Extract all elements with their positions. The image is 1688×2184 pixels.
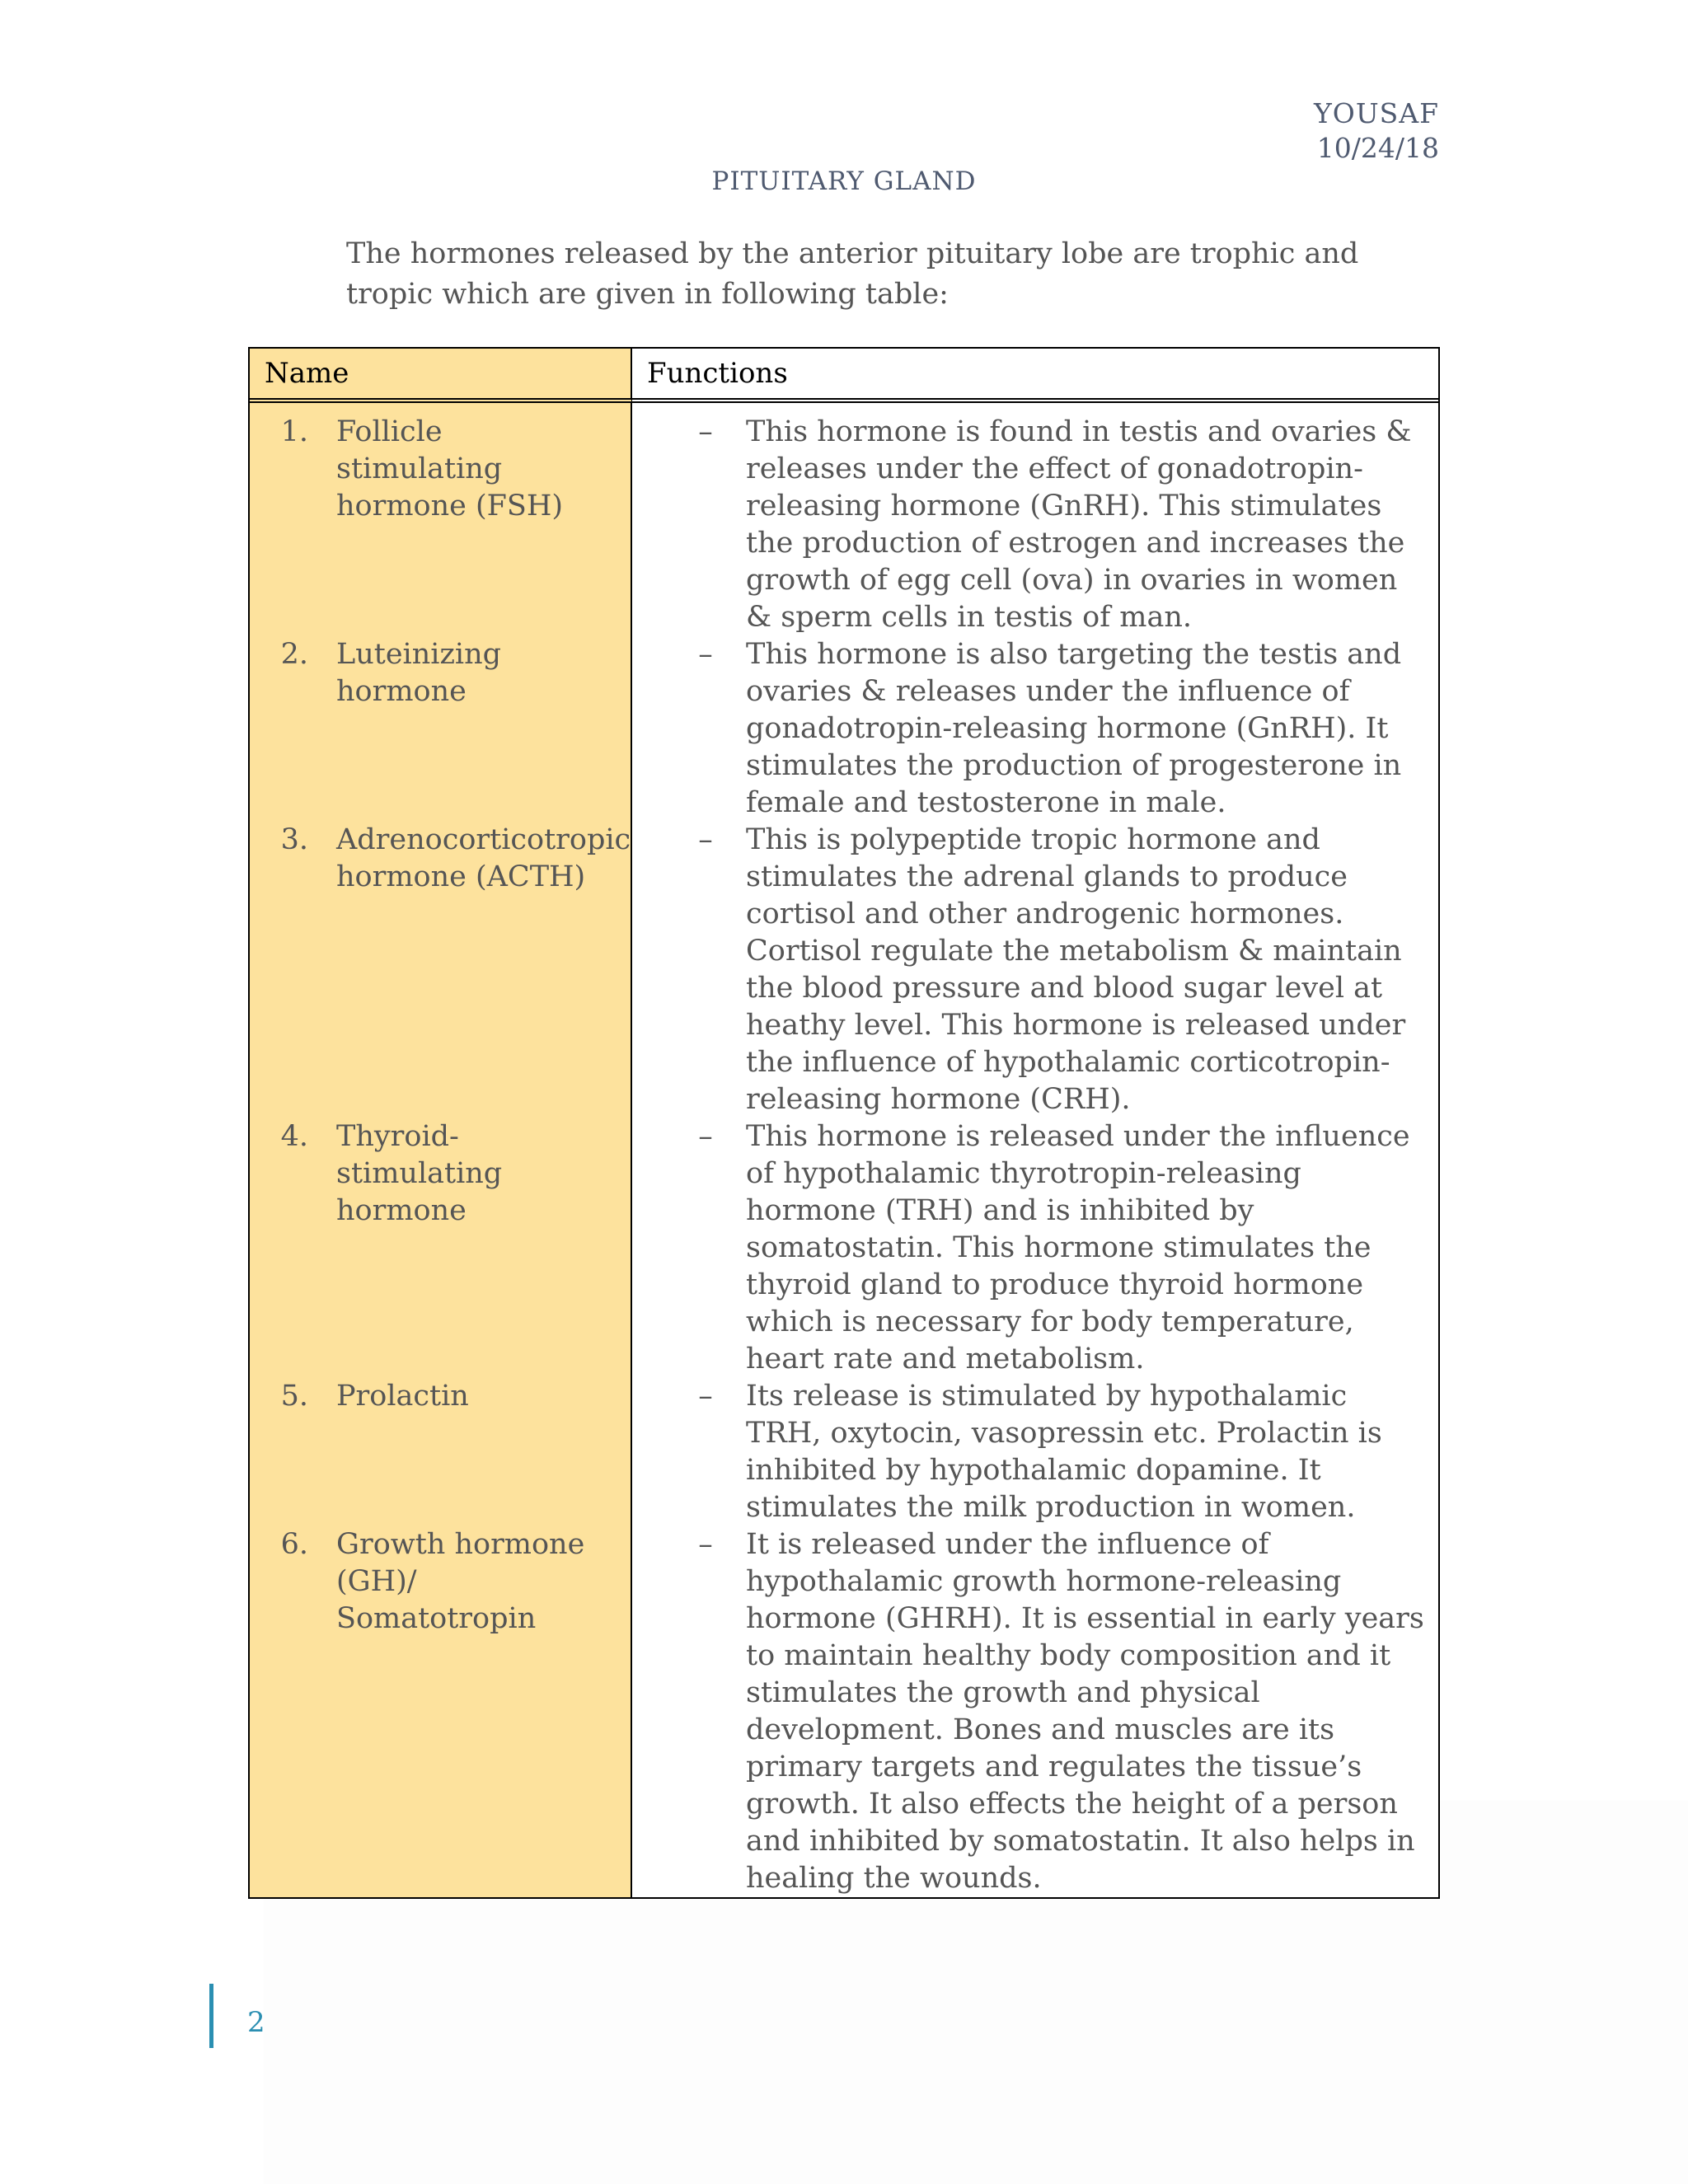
hormone-name-cell bbox=[250, 636, 632, 822]
list-number: 3. bbox=[280, 823, 308, 856]
footer-accent-bar bbox=[209, 1984, 213, 2048]
hormone-function-cell bbox=[632, 636, 1438, 822]
hormone-function-cell bbox=[632, 414, 1438, 636]
table-row bbox=[250, 822, 1438, 1118]
hormone-function: This hormone is also targeting the testis and ovaries & releases under the influence of gonadotropin-releasing hormone (GnRH). It stimulates the production of progesterone in female and testosterone in male. bbox=[746, 638, 1402, 819]
name-column-header: Name bbox=[250, 349, 632, 403]
list-number: 4. bbox=[280, 1120, 308, 1153]
hormone-function: This is polypeptide tropic hormone and stimulates the adrenal glands to produce cortisol and other androgenic hormones. Cortisol regulate the metabolism & maintain the blood pressure and blood sugar level at heathy level. This hormone is released under the influence of hypothalamic corticotropin-releasing hormone (CRH). bbox=[746, 823, 1406, 1116]
hormone-function-cell bbox=[632, 1378, 1438, 1526]
hormone-function-cell bbox=[632, 1526, 1438, 1897]
hormone-function-cell bbox=[632, 1118, 1438, 1378]
header-date: 10/24/18 bbox=[1316, 132, 1439, 164]
page-title: PITUITARY GLAND bbox=[711, 166, 977, 196]
page-number: 2 bbox=[247, 2006, 265, 2039]
list-number: 5. bbox=[280, 1380, 308, 1413]
hormone-name-cell bbox=[250, 1526, 632, 1897]
hormone-name: Follicle stimulating hormone (FSH) bbox=[336, 415, 564, 523]
table-header-row bbox=[250, 349, 1438, 403]
hormone-function-cell bbox=[632, 822, 1438, 1118]
hormones-table bbox=[248, 347, 1440, 1899]
dash-bullet: – bbox=[698, 823, 713, 856]
dash-bullet: – bbox=[698, 415, 713, 448]
list-number: 2. bbox=[280, 638, 308, 671]
table-row bbox=[250, 1118, 1438, 1378]
hormone-name-cell bbox=[250, 414, 632, 636]
hormone-name: Growth hormone (GH)/ Somatotropin bbox=[336, 1528, 585, 1635]
hormone-name-cell bbox=[250, 822, 632, 1118]
hormone-name: Luteinizing hormone bbox=[336, 638, 502, 708]
header-author: YOUSAF bbox=[1314, 97, 1439, 129]
hormone-function: This hormone is released under the influence of hypothalamic thyrotropin-releasing hormone (TRH) and is inhibited by somatostatin. This hormone stimulates the thyroid gland to produce thyroid hormone which is necessary for body temperature, heart rate and metabolism. bbox=[746, 1120, 1410, 1376]
hormone-name-cell bbox=[250, 1378, 632, 1526]
functions-column-header: Functions bbox=[632, 349, 1438, 403]
hormone-name: Adrenocorticotropic hormone (ACTH) bbox=[336, 823, 631, 893]
table-row bbox=[250, 1378, 1438, 1526]
dash-bullet: – bbox=[698, 638, 713, 671]
dash-bullet: – bbox=[698, 1380, 713, 1413]
hormone-function: Its release is stimulated by hypothalamic TRH, oxytocin, vasopressin etc. Prolactin is inhibited by hypothalamic dopamine. It stimulates the milk production in women. bbox=[746, 1380, 1382, 1524]
dash-bullet: – bbox=[698, 1528, 713, 1561]
hormone-name-cell bbox=[250, 1118, 632, 1378]
table-row bbox=[250, 414, 1438, 636]
table-spacer bbox=[250, 403, 1438, 414]
hormone-function: It is released under the influence of hypothalamic growth hormone-releasing hormone (GHRH). It is essential in early years to maintain healthy body composition and it stimulates the growth and physical development. Bones and muscles are its primary targets and regulates the tissue’s growth. It also effects the height of a person and inhibited by somatostatin. It also helps in healing the wounds. bbox=[746, 1528, 1424, 1895]
hormone-name: Prolactin bbox=[336, 1380, 469, 1413]
hormone-name: Thyroid-stimulating hormone bbox=[336, 1120, 503, 1227]
table-row bbox=[250, 1526, 1438, 1897]
hormone-function: This hormone is found in testis and ovaries & releases under the effect of gonadotropin-releasing hormone (GnRH). This stimulates the production of estrogen and increases the growth of egg cell (ova) in ovaries in women & sperm cells in testis of man. bbox=[746, 415, 1412, 634]
dash-bullet: – bbox=[698, 1120, 713, 1153]
list-number: 6. bbox=[280, 1528, 308, 1561]
intro-paragraph: The hormones released by the anterior pituitary lobe are trophic and tropic which are given in following table: bbox=[346, 237, 1359, 311]
table-row bbox=[250, 636, 1438, 822]
list-number: 1. bbox=[280, 415, 308, 448]
